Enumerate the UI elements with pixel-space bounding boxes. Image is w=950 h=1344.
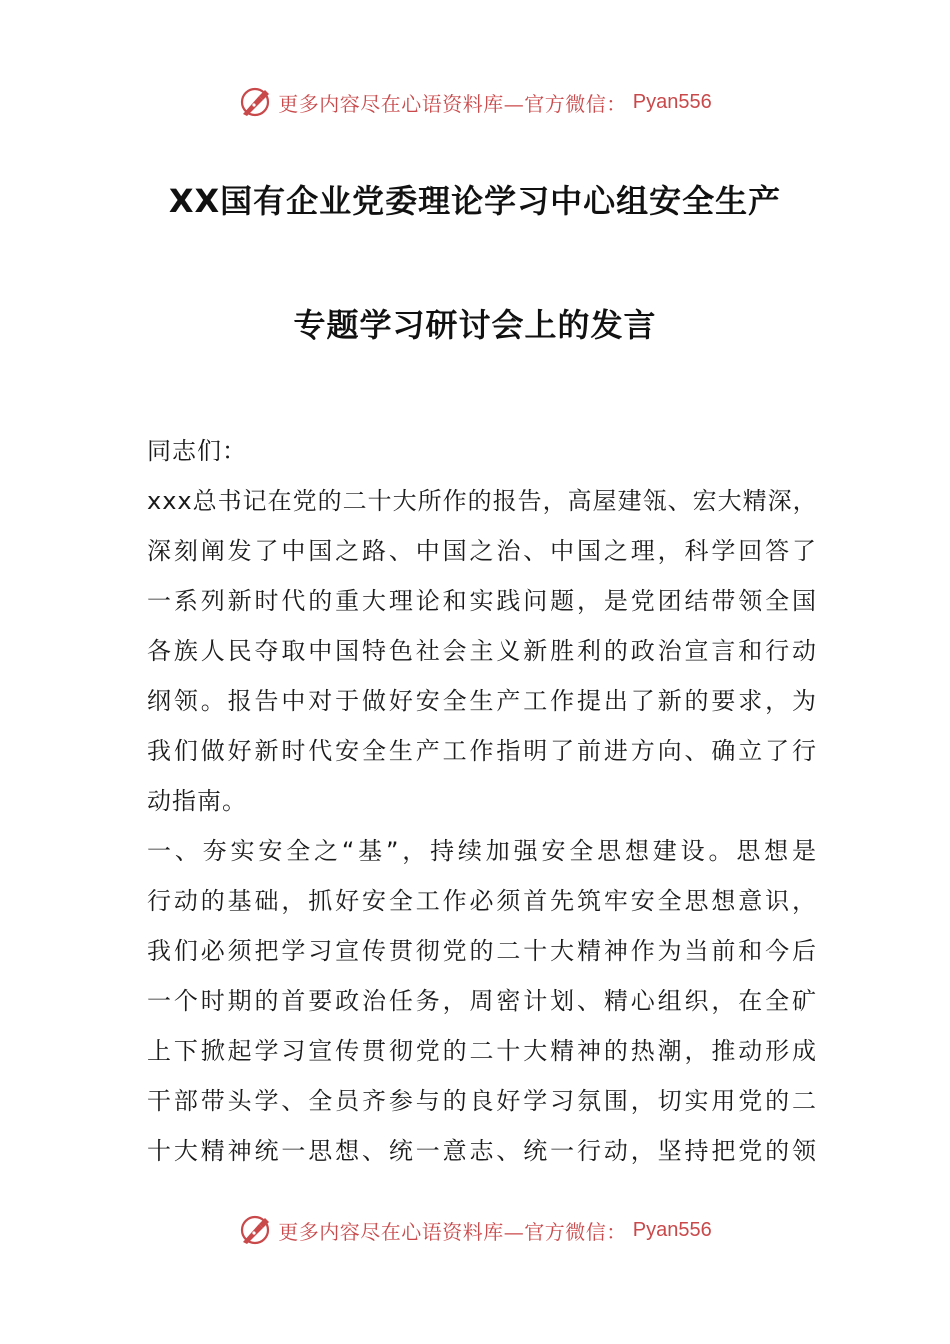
body-line: 动指南。 — [147, 787, 247, 815]
body-line: 一系列新时代的重大理论和实践问题，是党团结带领全国 — [147, 587, 817, 615]
banner-text: 更多内容尽在心语资料库—官方微信： — [278, 91, 627, 116]
body-line: 行动的基础，抓好安全工作必须首先筑牢安全思想意识， — [147, 887, 817, 915]
document-title-line-1: XX国有企业党委理论学习中心组安全生产 — [168, 182, 782, 220]
body-line: 同志们： — [147, 437, 247, 465]
banner-wechat-id: Pyan556 — [632, 90, 712, 113]
header-banner — [0, 84, 950, 120]
body-line: 干部带头学、全员齐参与的良好学习氛围，切实用党的二 — [147, 1087, 817, 1115]
body-line: 深刻阐发了中国之路、中国之治、中国之理，科学回答了 — [147, 537, 817, 565]
body-line: 纲领。报告中对于做好安全生产工作提出了新的要求，为 — [147, 687, 817, 715]
pen-nib-logo-icon — [238, 1213, 272, 1247]
banner-wechat-id: Pyan556 — [632, 1218, 712, 1241]
document-body — [147, 426, 817, 1176]
body-line: 一、夯实安全之“基”，持续加强安全思想建设。思想是 — [147, 837, 817, 865]
body-line: 我们做好新时代安全生产工作指明了前进方向、确立了行 — [147, 737, 817, 765]
body-line: 各族人民夺取中国特色社会主义新胜利的政治宣言和行动 — [147, 637, 817, 665]
body-line: xxx总书记在党的二十大所作的报告，高屋建瓴、宏大精深， — [147, 487, 818, 515]
body-line: 我们必须把学习宣传贯彻党的二十大精神作为当前和今后 — [147, 937, 817, 965]
body-line: 一个时期的首要政治任务，周密计划、精心组织，在全矿 — [147, 987, 817, 1015]
body-line: 上下掀起学习宣传贯彻党的二十大精神的热潮，推动形成 — [147, 1037, 817, 1065]
body-line: 十大精神统一思想、统一意志、统一行动，坚持把党的领 — [147, 1137, 817, 1165]
footer-banner — [0, 1212, 950, 1248]
document-title-line-2: 专题学习研讨会上的发言 — [293, 306, 657, 344]
banner-text: 更多内容尽在心语资料库—官方微信： — [278, 1219, 627, 1244]
pen-nib-logo-icon — [238, 85, 272, 119]
